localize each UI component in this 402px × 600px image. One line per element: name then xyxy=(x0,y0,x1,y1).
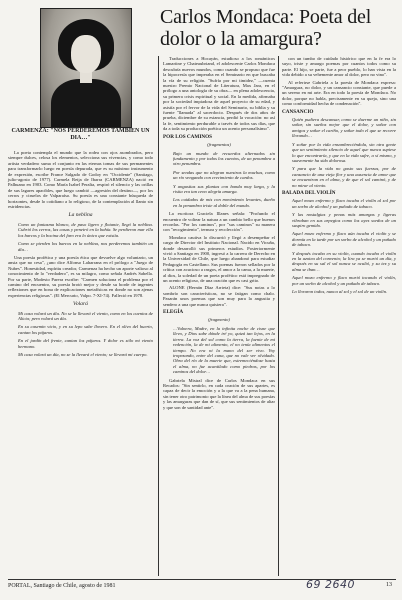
paragraph: Traducciones a Hocayán, estudioso a los románticos Lamartine y Chateaubriand, el adolescente Carlos Mondaca descubría nuevos mundos, como cuando se propuso que fue la hipocresía que imperaba en el Seminario en que buscaba la vía de su religión. "Sufría por mi timidez," —cuenta nuestro Premio Nacional de Literatura, Max Jara, en el prólogo a una antología de su obra— en plena adolescencia, su primera crisis espiritual y social. En la medida, afirmaba por la sociedad impiadosa de aquel proyecto de su edad, y asistía por el fervor de la vida del Seminario, su biblia y su fuente "llamada" al sacerdocio. Después de dos años de prueba, diciembre de su estancia, perdió la vocación: no así la fe, sentimiento perdurable a través de todos sus días, que da a toda su producción poética un acento personalísimo". xyxy=(163,56,275,132)
poem-stanza: Lo lloraron todos, nunca al sol y el sol de un violín. xyxy=(292,289,388,295)
photo-caption: CARMENZA: "NOS PERDEREMOS TAMBIEN UN DIA…" xyxy=(11,128,150,141)
poem-subtitle: (fragmentos) xyxy=(207,142,231,148)
poem xyxy=(8,311,153,358)
poem-stanza: …Vulnera, Madre, en la infinita noche de cisne que llevo, y Dios sabe dónde iré yo, quizá tan lejos, en la tierra. La voz del sol como la tierra, la fuente de mi redención, la de mi alimento, el no tenía alimentos el tiempo. No era ni la mano del ser vivo. Voy tropezando, entre del cuna, que no vale ver olvidado. Obra del río de la muerte que, estremeciéndose hasta el alma, no fue acantilado como piedras, por los caminos del dolor… xyxy=(173,325,275,375)
poem-stanza: Y soñar por la vida ensombreciéndola, sin otra gente que un sentimiento silencio de aquel que nunca supiese lo que encontraría, y que en la vida sufre, a sí mismo, y suavemente ha sido dolorosa. xyxy=(292,141,396,163)
author-photo xyxy=(40,8,132,128)
poem-title: ELEGÍA xyxy=(163,309,184,316)
column-middle xyxy=(163,56,275,412)
poem-title: POR LOS CAMINOS xyxy=(163,133,212,140)
poem-stanza: Por sendas que no alegran nuestras la muchas, como un río vengando con crecimiento de cardos. xyxy=(173,169,275,181)
poem-stanza: Bajo un mundo de recuerdos alternados sin fundamento y por todos los cuentos, de un penumbra a otro penumbra. xyxy=(173,150,275,167)
poem-stanza: Aquel mozo enfermo y flaco aún tocaba el violín y se dormía en la tarde por un sorbo de alcohol y un puñado de tabaco. xyxy=(292,231,396,248)
paragraph: La escritora Graciela Illanes señala: "Profundo el encuentro de voltear la natura a un cambio bello que buenos recordas. "Por los caminos", por "sus caminos" su manera con "recogimiento", ternura y recolección". xyxy=(163,211,275,233)
poem xyxy=(8,222,153,252)
paragraph: La poeta contempla el mundo que la rodea con ojos asombrados, pero siempre dulces, celosa los elementos, selecciona sus vivencias, y como todo artista verdadero suma el conjunto en las eternas tomas de sus permanentes para transformarlo luego en poesía depurada, que es su máximo instrumento de expresión, escribe France Salgado de Godoy en "Occidente" (Santiago, julio-agosto de 1977). Carmela Reija de Ibarra (CARMENZA) nació en Palhuano en 1903. Como María Isabel Peralta, respiró el silencio y las orillas de sus lagares apacibles, que luego cambió —agresión del destino—, por los cerros y ciruelos de Valparaíso. Su poesía es una constante búsqueda de horizontes, desde lo cotidiano a lo religioso, de la contemplación al llanto sin estridencias. xyxy=(8,150,153,210)
poem-stanza: Mi casa volará un día, no se la llevará el viento; se llevará mi cuerpo. xyxy=(18,352,148,357)
footer-citation: PORTAL, Santiago de Chile, agosto de 1981 xyxy=(8,583,116,589)
paragraph: ALONE (Hernán Díaz Arrieta) dice: "Sus notas a lo sombrío son características, no se fatigan como chalo. Pasarán unos poemas que son muy para la angustia y sendero a una que nunca quisiera". xyxy=(163,285,275,307)
paragraph: con un tumbo de cuidado histórico que en la fe era lo suyo, triste y amargo poemas por cuantos todos como su parte. El hijo, se parte, fue a peor pueblo, lo han vista en la vida debido a su vehemente amor al dolor, pero no vino". xyxy=(282,56,396,78)
column-divider xyxy=(278,56,279,576)
page-number: 13 xyxy=(386,582,392,588)
paragraph: Una poesía profética y una poesía ética que devuelve algo voluntario, un ansia que no cesa", ¿uno dice Alfonso Laharrana en el prólogo a "Juego de Nubes". Honestidad, espíritu creador, Carmenza ha hecho un aporte valioso al conocimiento de lo "verdadero", es su milagro, como señala Andrés Sabella. Por su parte, Modesto Parera escribe: "Carmen soluciona el problema por el camino del encuentro, su poesía brotó mejor y desde su borde de ingentes reflexiones que en bona de explicaciones metafísicas en donde no son ajenas experiencias religiosas". (El Mercurio, Valpo. 7-XI-74). Falleció en 1978. xyxy=(8,254,153,298)
poem-title: BALADA DEL VIOLÍN xyxy=(282,189,336,196)
poem-subtitle: (fragmento) xyxy=(208,317,230,323)
poem-stanza: Y después tocaba en su violín, cuando tocaba el violín en la azotea del convento; la lira ya se murió un día, y después en su sal el sol nunca se ocultó, y su tez y su alma se iban… xyxy=(292,250,396,272)
poem-stanza: Quién pudiera descansar, como se duerme un niño, sin soñar, sin sueños mejor que el dolor, y soñar con amigos y soñar el cariño, y soñar todo el que se recorre llorando… xyxy=(292,117,396,139)
poem-stanza: Mi casa volará un día. No se la llevará el viento, como en los cuentos de Alicia; pero volará un día. xyxy=(18,310,153,321)
column-left xyxy=(8,150,153,360)
poem-stanza: Y para que la vida no gasto sus fuerzas, por de cansancio de una vieja flor y una ausencia de amor que se encuentran en el alma, y de que el sol caminó, y de no mirar al viento. xyxy=(292,166,396,188)
paragraph: Mondaca cautiva lo discurrió y llegó a desempeñar el cargo de Director del Instituto Nacional. Nacido en Vicuña, donde desarrolló sus primeros estudios. Posteriormente vivió a Santiago en 1900, ingresó a la carrera de Derecho en la Universidad de Chile, que luego abandonó para estudiar Pedagogía en Castellano. Sus poemas fueron sellados por la crítica con acucioso a rasgos, el amor a la cama, a la muerte, al dios, la soledad de un poeta profético está impregnado de un acento religioso, de una oración que es casi grito. xyxy=(163,234,275,284)
poem xyxy=(282,198,396,294)
poem-title: La neblina xyxy=(68,212,93,219)
article-title: Carlos Mondaca: Poeta del dolor o la amargura? xyxy=(160,6,372,50)
poem-stanza: Y angustias sus plantas con banda muy larga, y la risita era tan ceno alegría amarga. xyxy=(173,183,275,194)
poem-stanza: Los cuidados de mis con movimiento levantes, dueño en la penumbra triste al doble del mundo. xyxy=(173,197,275,208)
poem-stanza: Como se pierden los barcos en la neblina, nos perderemos también un día… xyxy=(18,241,153,252)
paragraph: Al referirse Gabriela a la poesía de Mondaca expresa: "Amargura, no dolor, y un cansancio constante, que puede a un sereno en mi arte. Era en todo la poesía de Mondaca. No dolor, porque no habla, precisamente en su queja, sino una como conformidad hecha de condenación". xyxy=(282,79,396,107)
poem-stanza: Y las nostalgias y penas más amargas y ligeras vibraban en sus arpegios como los ayes sordos de un suspiro gemido. xyxy=(292,212,396,228)
poem xyxy=(163,326,275,375)
column-divider xyxy=(158,56,159,576)
handwritten-number: 69 2640 xyxy=(306,578,355,591)
poem-title: Volará xyxy=(73,301,88,308)
poem-stanza: Aquel mozo enfermo y flaco murió tocando el violín, por un sorbo de alcohol y un puñado de tabaco. xyxy=(292,275,396,286)
poem xyxy=(163,151,275,209)
column-right xyxy=(282,56,396,297)
poem-stanza: En su casemin vicio, y en su lepo sabe llovero. En el olivo del huerto, cantan los pájaros. xyxy=(18,324,153,335)
poem-stanza: Aquel mozo enfermo y flaco tocaba el violín al sol por un sorbo de alcohol y un puñado de tabaco. xyxy=(292,198,396,209)
poem-stanza: Como un fantasma blanco, de paso ligero y flotante, llegó la neblina. Cubrió los cerros, las casas y penetró en la bahía. Se perdieron mar ella los barcos y la bocina del faro era lo único que existía. xyxy=(18,221,153,238)
poem xyxy=(282,117,396,188)
poem-stanza: En el jardín del frente, cantan los pájaros. Y dolor es sólo mi viento hermano. xyxy=(18,338,153,349)
poem-title: CANSANCIO xyxy=(282,108,314,115)
paragraph: Gabriela Mistral dice de Carlos Mondaca en sus Recados: "Sin sentirlo, en cada oración de sus apartes, es capaz de decir la emoción y a la que va a la pena humana, sin tener otro patrimonio que la línea del alma de sus poesías y las amarguras que dan de sí, que sus sentimientos de altar y que son de santidad ante". xyxy=(163,377,275,410)
